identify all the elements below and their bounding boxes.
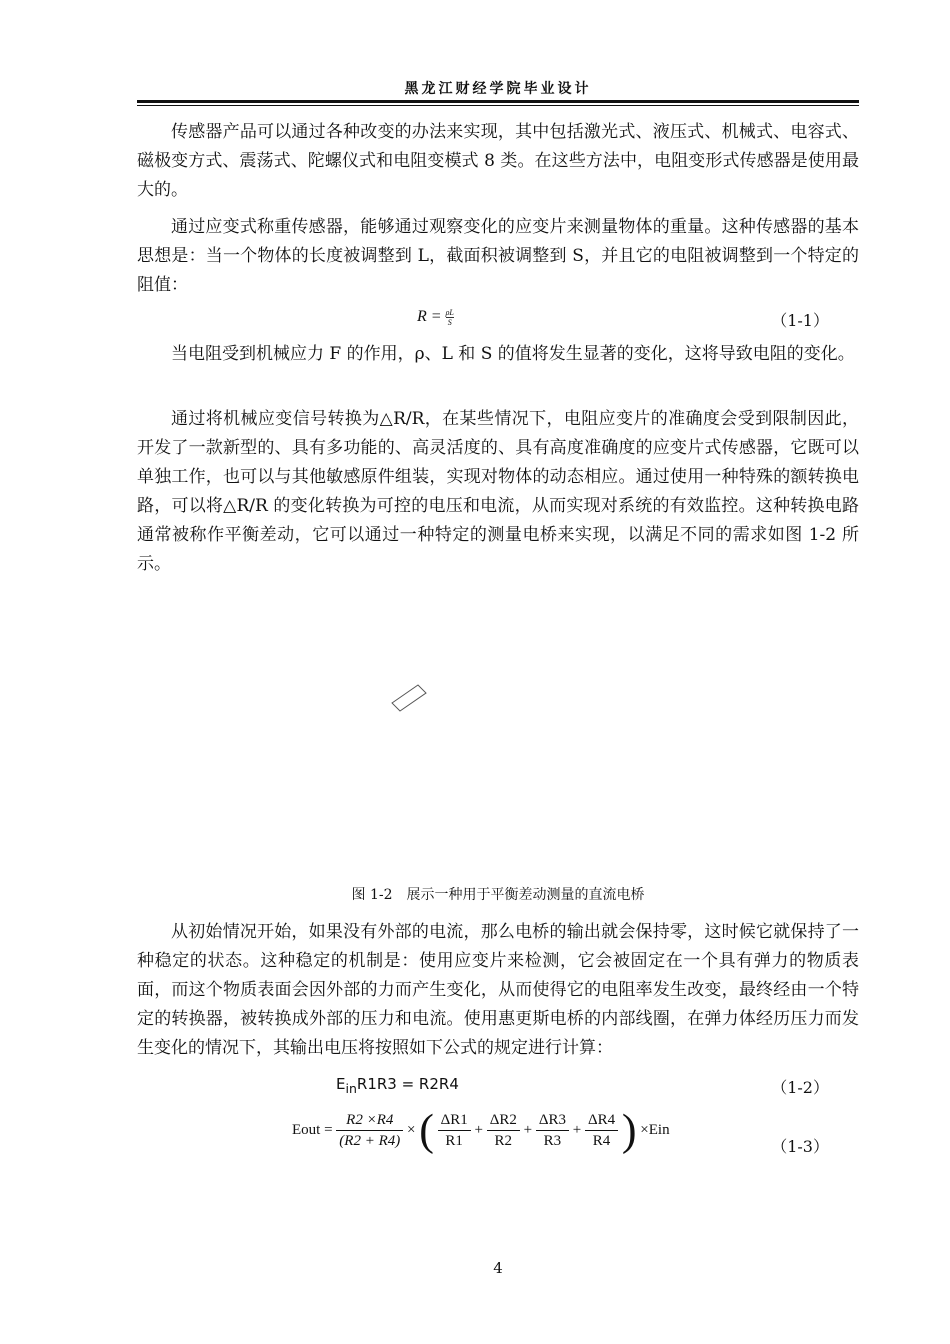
equation-1-3-tail: ×Ein (640, 1122, 670, 1138)
equation-1-3-plus-1: + (474, 1122, 483, 1138)
equation-1-2-sub: in (345, 1081, 357, 1096)
paragraph-2: 通过应变式称重传感器，能够通过观察变化的应变片来测量物体的重量。这种传感器的基本思想是：当一个物体的长度被调整到 L，截面积被调整到 S，并且它的电阻被调整到一个特定的阻值： (137, 217, 859, 295)
equation-1-3-main-fraction (336, 1110, 403, 1151)
equation-1-3-term-1-den: R1 (445, 1133, 463, 1150)
equation-1-3 (137, 1105, 859, 1158)
equation-1-2-e: E (336, 1075, 346, 1093)
equation-1-3-term-3-den: R3 (543, 1133, 562, 1150)
equation-1-2 (137, 1075, 859, 1101)
equation-1-3-main-denominator: (R2 + R4) (339, 1133, 401, 1150)
equation-1-3-term-3-num: ΔR3 (536, 1110, 569, 1131)
header-rule-thick (137, 100, 859, 103)
equation-1-1-fraction (446, 308, 454, 327)
equation-1-1-denominator: S (447, 318, 452, 327)
equation-1-1 (137, 308, 859, 334)
equation-1-3-term-2-num: ΔR2 (487, 1110, 520, 1131)
equation-1-3-term-2 (487, 1110, 520, 1151)
figure-placeholder-icon (390, 683, 430, 713)
equation-1-1-lhs: R = (417, 308, 442, 326)
equation-1-3-plus-2: + (523, 1122, 533, 1138)
equation-1-3-right-paren: ) (621, 1105, 637, 1155)
page-number: 4 (493, 1259, 503, 1277)
equation-1-2-label: （1-2） (771, 1078, 829, 1097)
equation-1-1-numerator: ρL (445, 308, 454, 317)
figure-caption: 图 1-2 展示一种用于平衡差动测量的直流电桥 (351, 887, 645, 903)
paragraph-4: 通过将机械应变信号转换为△R/R，在某些情况下，电阻应变片的准确度会受到限制因此，开发了一款新型的、具有多功能的、高灵活度的、具有高度准确度的应变片式传感器，它既可以单独工作，也可以与其他敏感原件组装，实现对物体的动态相应。通过使用一种特殊的额转换电路，可以将△R/R 的变化转换为可控的电压和电流，从而实现对系统的有效监控。这种转换电路通常被称作平衡差动，它可以通过一种特定的测量电桥来实现，以满足不同的需求如图 1-2 所示。 (137, 409, 859, 574)
figure-1-2 (390, 683, 430, 713)
equation-1-3-plus-3: + (572, 1122, 582, 1138)
equation-1-3-term-4-num: ΔR4 (585, 1110, 618, 1131)
equation-1-2-formula (336, 1075, 459, 1096)
equation-1-3-label: （1-3） (771, 1137, 829, 1156)
equation-1-3-times: × (406, 1122, 416, 1138)
equation-1-3-formula (292, 1105, 670, 1155)
equation-1-3-left-paren: ( (419, 1105, 434, 1155)
equation-1-3-term-4-den: R4 (592, 1133, 611, 1150)
paragraph-1: 传感器产品可以通过各种改变的办法来实现，其中包括激光式、液压式、机械式、电容式、磁极变方式、震荡式、陀螺仪式和电阻变模式 8 类。在这些方法中，电阻变形式传感器是使用最大的。 (137, 122, 859, 200)
equation-1-1-formula (417, 308, 454, 327)
paragraph-3: 当电阻受到机械应力 F 的作用，ρ、L 和 S 的值将发生显著的变化，这将导致电阻的变化。 (171, 344, 855, 364)
running-header: 黑龙江财经学院毕业设计 (404, 81, 592, 97)
equation-1-3-term-2-den: R2 (494, 1133, 513, 1150)
equation-1-3-lhs: Eout = (292, 1122, 333, 1138)
equation-1-3-main-numerator: R2 ×R4 (336, 1110, 403, 1131)
equation-1-3-term-3 (536, 1110, 569, 1151)
equation-1-3-term-1 (438, 1110, 471, 1151)
equation-1-2-rest: R1R3 = R2R4 (356, 1075, 459, 1093)
equation-1-3-term-4 (585, 1110, 618, 1151)
equation-1-1-label: （1-1） (771, 311, 829, 330)
paragraph-5: 从初始情况开始，如果没有外部的电流，那么电桥的输出就会保持零，这时候它就保持了一种稳定的状态。这种稳定的机制是：使用应变片来检测，它会被固定在一个具有弹力的物质表面，而这个物质表面会因外部的力而产生变化，从而使得它的电阻率发生改变，最终经由一个特定的转换器，被转换成外部的压力和电流。使用惠更斯电桥的内部线圈，在弹力体经历压力而发生变化的情况下，其输出电压将按照如下公式的规定进行计算： (137, 922, 859, 1058)
equation-1-3-term-1-num: ΔR1 (438, 1110, 471, 1131)
header-rule-thin (137, 105, 859, 106)
